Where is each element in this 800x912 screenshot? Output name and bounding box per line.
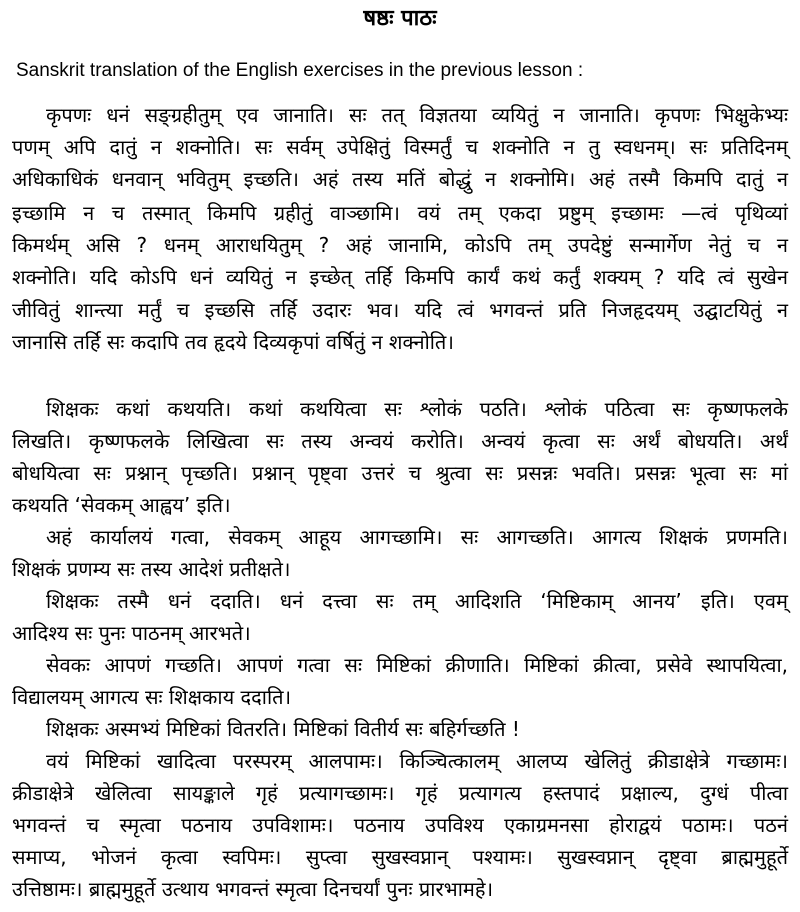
paragraph-3-line: अहं कार्यालयं गत्वा, सेवकम् आहूय आगच्छामि। सः आगच्छति। आगत्य शिक्षकं प्रणमति। xyxy=(46,525,788,549)
paragraph-3-line: शिक्षकं प्रणम्य सः तस्य आदेशं प्रतीक्षते। xyxy=(12,557,291,581)
paragraph-2-line: बोधयित्वा सः प्रश्नान् पृच्छति। प्रश्नान् पृष्ट्वा उत्तरं च श्रुत्वा सः प्रसन्नः भवति। प्रसन्नः भूत्वा सः मां xyxy=(12,461,788,485)
paragraph-2-line: लिखति। कृष्णफलके लिखित्वा सः तस्य अन्वयं करोति। अन्वयं कृत्वा सः अर्थं बोधयति। अर्थं xyxy=(12,429,788,453)
paragraph-2-line: कथयति ‘सेवकम् आह्वय’ इति। xyxy=(12,493,231,517)
paragraph-4-line: आदिश्य सः पुनः पाठनम् आरभते। xyxy=(12,621,251,645)
paragraph-7-line: भगवन्तं च स्मृत्वा पठनाय उपविशामः। पठनाय उपविश्य एकाग्रमनसा होराद्वयं पठामः। पठनं xyxy=(12,813,788,837)
paragraph-1-line: इच्छामि न च तस्मात् किमपि ग्रहीतुं वाञ्छामि। वयं तम् एकदा प्रष्टुम् इच्छामः —त्वं पृथिव्यां xyxy=(12,201,788,225)
paragraph-5-line: विद्यालयम् आगत्य सः शिक्षकाय ददाति। xyxy=(12,685,292,709)
paragraph-4-line: शिक्षकः तस्मै धनं ददाति। धनं दत्त्वा सः तम् आदिशति ‘मिष्टिकाम् आनय’ इति। एवम् xyxy=(46,589,788,613)
paragraph-7-line: क्रीडाक्षेत्रे खेलित्वा सायङ्काले गृहं प्रत्यागच्छामः। गृहं प्रत्यागत्य हस्तपादं प्रक्षाल्य, दुग्धं पीत्वा xyxy=(12,781,788,805)
paragraph-7-line: उत्तिष्ठामः। ब्राह्ममुहूर्ते उत्थाय भगवन्तं स्मृत्वा दिनचर्यां पुनः प्रारभामहे। xyxy=(12,877,494,901)
paragraph-7-line: समाप्य, भोजनं कृत्वा स्वपिमः। सुप्त्वा सुखस्वप्नान् पश्यामः। सुखस्वप्नान् दृष्ट्वा ब्राह्ममुहूर्ते xyxy=(12,845,788,869)
lesson-heading: षष्ठः पाठः xyxy=(363,6,437,31)
intro-line: Sanskrit translation of the English exercises in the previous lesson : xyxy=(16,60,584,81)
paragraph-2-line: शिक्षकः कथां कथयति। कथां कथयित्वा सः श्लोकं पठति। श्लोकं पठित्वा सः कृष्णफलके xyxy=(46,397,788,421)
paragraph-1-line: कृपणः धनं सङ्ग्रहीतुम् एव जानाति। सः तत् विज्ञतया व्ययितुं न जानाति। कृपणः भिक्षुकेभ्यः xyxy=(46,103,788,127)
paragraph-1-line: किमर्थम् असि ? धनम् आराधयितुम् ? अहं जानामि, कोऽपि तम् उपदेष्टुं सन्मार्गेण नेतुं च न xyxy=(12,233,788,257)
paragraph-7-line: वयं मिष्टिकां खादित्वा परस्परम् आलपामः। किञ्चित्कालम् आलप्य खेलितुं क्रीडाक्षेत्रे गच्छामः। xyxy=(46,749,788,773)
paragraph-1-line: पणम् अपि दातुं न शक्नोति। सः सर्वम् उपेक्षितुं विस्मर्तुं च शक्नोति न तु स्वधनम्। सः प्रतिदिनम् xyxy=(12,135,788,159)
paragraph-1-line: जीवितुं शान्त्या मर्तुं च इच्छसि तर्हि उदारः भव। यदि त्वं भगवन्तं प्रति निजहृदयम् उद्घाटयितुं न xyxy=(12,298,788,322)
paragraph-1-line: शक्नोति। यदि कोऽपि धनं व्ययितुं न इच्छेत् तर्हि किमपि कार्यं कथं कर्तुं शक्यम् ? यदि त्वं सुखेन xyxy=(12,265,788,289)
paragraph-5-line: सेवकः आपणं गच्छति। आपणं गत्वा सः मिष्टिकां क्रीणाति। मिष्टिकां क्रीत्वा, प्रसेवे स्थापयित्वा, xyxy=(46,653,788,677)
paragraph-1-line: अधिकाधिकं धनवान् भवितुम् इच्छति। अहं तस्य मतिं बोद्धुं न शक्नोमि। अहं तस्मै किमपि दातुं न xyxy=(12,167,788,191)
paragraph-6-line: शिक्षकः अस्मभ्यं मिष्टिकां वितरति। मिष्टिकां वितीर्य सः बहिर्गच्छति ! xyxy=(46,717,520,741)
paragraph-1-line: जानासि तर्हि सः कदापि तव हृदये दिव्यकृपां वर्षितुं न शक्नोति। xyxy=(12,330,454,354)
